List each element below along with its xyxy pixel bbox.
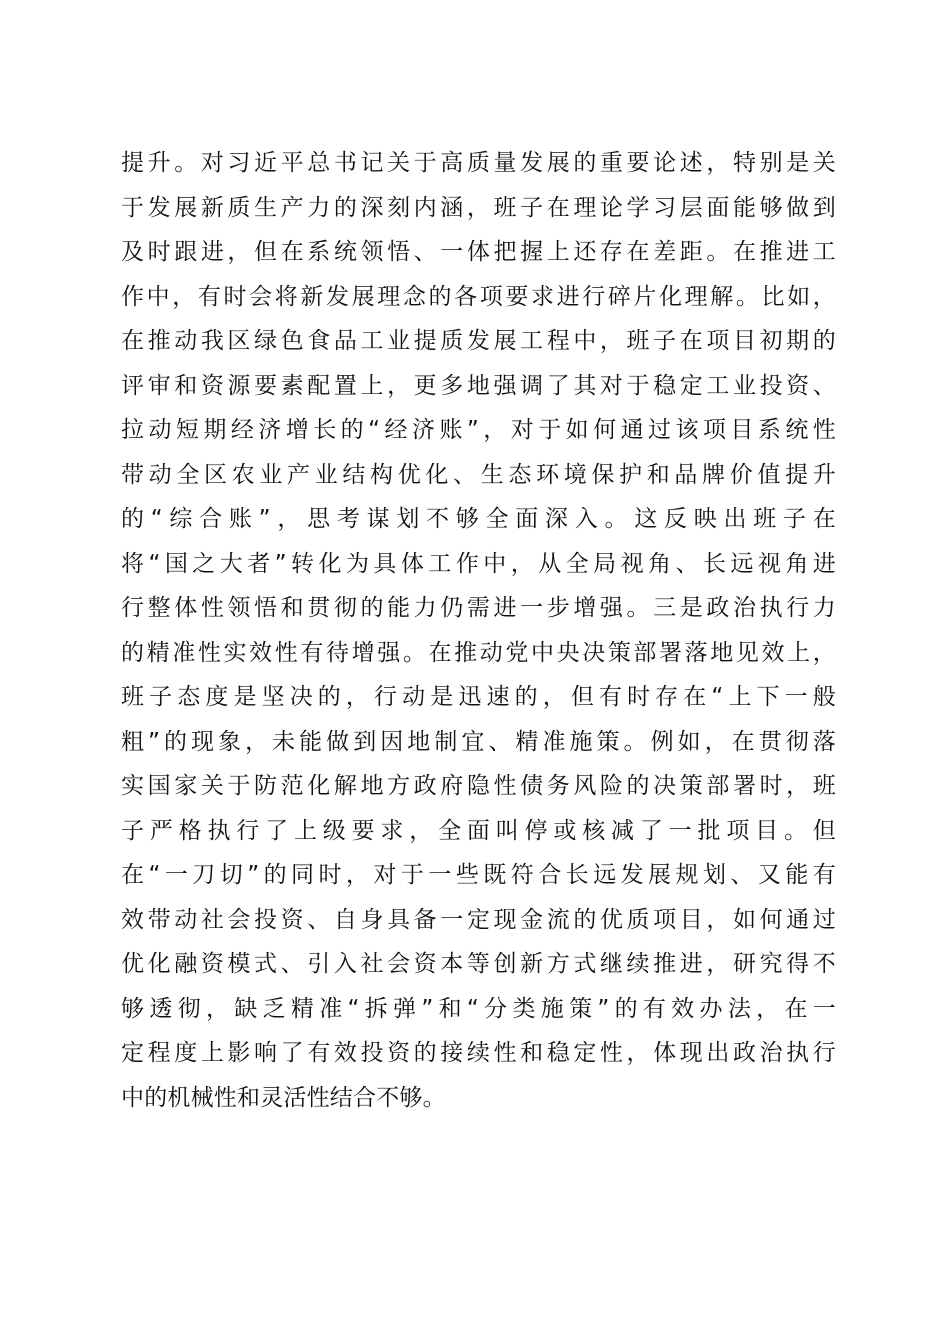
text-line-13: 班子态度是坚决的，行动是迅速的，但有时存在“上下一般 (121, 684, 836, 710)
text-line-22: 中的机械性和灵活性结合不够。 (121, 1084, 446, 1111)
text-line-2: 于发展新质生产力的深刻内涵，班子在理论学习层面能够做到 (121, 194, 836, 221)
text-line-1: 提升。对习近平总书记关于高质量发展的重要论述，特别是关 (121, 150, 836, 176)
text-line-8: 带动全区农业产业结构优化、生态环境保护和品牌价值提升 (121, 461, 836, 488)
text-line-17: 在“一刀切”的同时，对于一些既符合长远发展规划、又能有 (121, 862, 836, 888)
text-line-6: 评审和资源要素配置上，更多地强调了其对于稳定工业投资、 (121, 372, 836, 399)
text-line-7: 拉动短期经济增长的“经济账”，对于如何通过该项目系统性 (121, 417, 836, 443)
text-line-11: 行整体性领悟和贯彻的能力仍需进一步增强。三是政治执行力 (121, 595, 836, 621)
text-line-18: 效带动社会投资、自身具备一定现金流的优质项目，如何通过 (121, 906, 836, 933)
text-line-15: 实国家关于防范化解地方政府隐性债务风险的决策部署时，班 (121, 773, 836, 799)
text-line-20: 够透彻，缺乏精准“拆弹”和“分类施策”的有效办法，在一 (121, 995, 836, 1022)
text-line-12: 的精准性实效性有待增强。在推动党中央决策部署落地见效上， (121, 639, 836, 666)
body-paragraph (121, 141, 836, 1120)
text-line-5: 在推动我区绿色食品工业提质发展工程中，班子在项目初期的 (121, 328, 836, 354)
text-line-14: 粗”的现象，未能做到因地制宜、精准施策。例如，在贯彻落 (121, 728, 836, 755)
text-line-21: 定程度上影响了有效投资的接续性和稳定性，体现出政治执行 (121, 1040, 836, 1066)
text-line-4: 作中，有时会将新发展理念的各项要求进行碎片化理解。比如， (121, 283, 836, 310)
text-line-10: 将“国之大者”转化为具体工作中，从全局视角、长远视角进 (121, 550, 836, 577)
text-line-19: 优化融资模式、引入社会资本等创新方式继续推进，研究得不 (121, 951, 836, 977)
text-line-9: 的“综合账”，思考谋划不够全面深入。这反映出班子在 (121, 506, 836, 532)
text-line-3: 及时跟进，但在系统领悟、一体把握上还存在差距。在推进工 (121, 239, 836, 265)
text-line-16: 子严格执行了上级要求，全面叫停或核减了一批项目。但 (121, 817, 836, 844)
